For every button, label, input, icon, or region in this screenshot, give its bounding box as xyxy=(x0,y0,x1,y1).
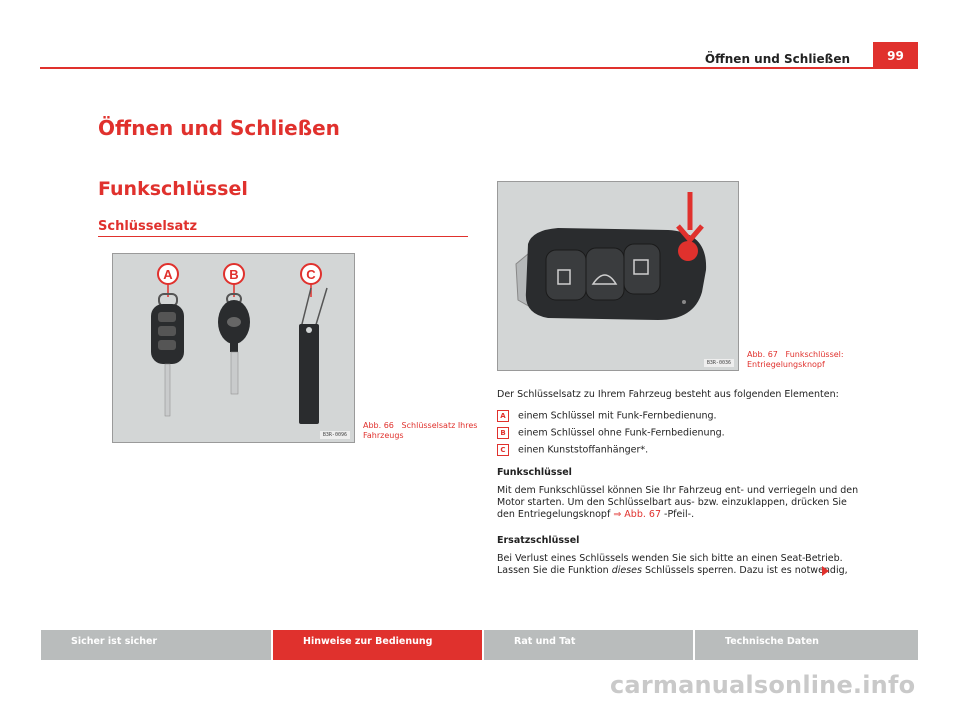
section-title: Funkschlüssel xyxy=(98,178,248,200)
key-set-illustration xyxy=(113,254,354,442)
list-item xyxy=(497,410,877,423)
intro-paragraph: Der Schlüsselsatz zu Ihrem Fahrzeug besteht aus folgenden Elementen: xyxy=(497,389,839,400)
figure-code: B3R-0036 xyxy=(704,359,734,367)
label-b: B xyxy=(229,267,239,282)
item-badge: A xyxy=(497,410,509,422)
list-item xyxy=(497,444,877,457)
paragraph-emphasis: dieses xyxy=(611,565,642,576)
list-item-text: einem Schlüssel ohne Funk-Fernbedienung. xyxy=(518,427,725,439)
list-item xyxy=(497,427,877,440)
figure-67-number: Abb. 67 xyxy=(747,350,778,359)
footer-tab-technik[interactable]: Technische Daten xyxy=(695,630,918,660)
paragraph-text: Schlüssels sperren. Dazu ist es notwendig, xyxy=(641,565,848,576)
figure-66-caption xyxy=(363,421,483,441)
figure-reference-link[interactable]: ⇒ Abb. 67 xyxy=(613,509,661,520)
watermark: carmanualsonline.info xyxy=(610,671,916,699)
figure-66-caption-text: Schlüsselsatz Ihres Fahrzeugs xyxy=(363,421,478,440)
subsection-title: Schlüsselsatz xyxy=(98,219,198,234)
paragraph-text: Mit dem Funkschlüssel können Sie Ihr Fahrzeug ent- und verriegeln und den Motor starten. Um den Schlüsselbart aus- bzw. einzuklappen, drücken Sie den Entriegelungsknopf xyxy=(497,485,859,520)
figure-key-set xyxy=(112,253,355,443)
item-badge: C xyxy=(497,444,509,456)
item-badge: B xyxy=(497,427,509,439)
remote-key-illustration xyxy=(498,182,738,370)
paragraph-funkschluessel xyxy=(497,485,867,521)
footer-tab-bedienung[interactable]: Hinweise zur Bedienung xyxy=(273,630,482,660)
subsection-rule xyxy=(98,236,468,237)
figure-67-caption xyxy=(747,350,877,370)
subheading-funkschluessel: Funkschlüssel xyxy=(497,467,572,478)
figure-66-number: Abb. 66 xyxy=(363,421,394,430)
list-item-text: einem Schlüssel mit Funk-Fernbedienung. xyxy=(518,410,717,422)
footer-tab-rat[interactable]: Rat und Tat xyxy=(484,630,693,660)
subheading-ersatzschluessel: Ersatzschlüssel xyxy=(497,535,580,546)
label-c: C xyxy=(306,267,316,282)
paragraph-text: -Pfeil-. xyxy=(661,509,695,520)
figure-67-caption-text: Funkschlüssel: Entriegelungsknopf xyxy=(747,350,844,369)
running-title: Öffnen und Schließen xyxy=(704,52,850,66)
chapter-title: Öffnen und Schließen xyxy=(98,116,340,140)
continue-arrow-icon xyxy=(822,566,829,576)
footer-tab-sicher[interactable]: Sicher ist sicher xyxy=(41,630,271,660)
paragraph-text: Bei Verlust eines Schlüssels wenden Sie sich bitte an einen Seat-Betrieb. Lassen Sie die Funktion xyxy=(497,553,843,576)
page-number: 99 xyxy=(873,42,918,68)
figure-remote-key xyxy=(497,181,739,371)
header-rule xyxy=(40,67,918,69)
figure-code: B3R-0096 xyxy=(320,431,350,439)
list-item-text: einen Kunststoffanhänger*. xyxy=(518,444,649,456)
paragraph-ersatzschluessel xyxy=(497,553,867,577)
label-a: A xyxy=(163,267,173,282)
